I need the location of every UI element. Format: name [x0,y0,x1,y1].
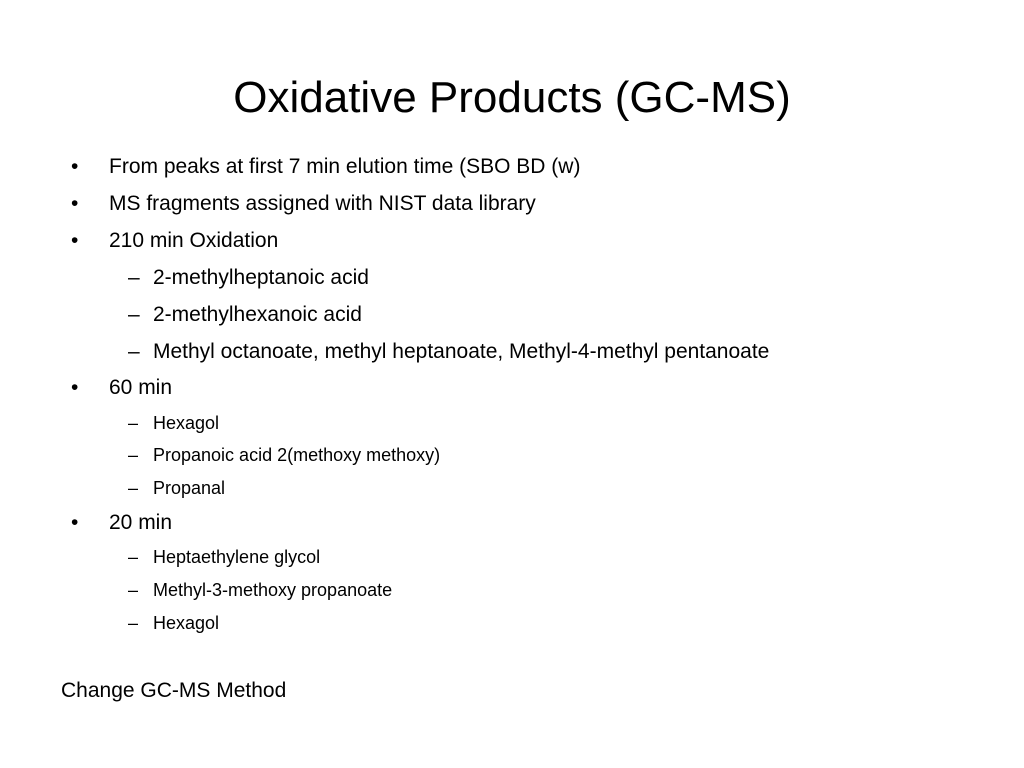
sub-bullet-text: Hexagol [153,413,220,433]
footer-note: Change GC-MS Method [61,679,287,702]
bullet-text: From peaks at first 7 min elution time (SBO BD (w) [109,155,581,178]
sub-bullet-text: Methyl octanoate, methyl heptanoate, Methyl-4-methyl pentanoate [153,340,770,363]
sub-bullet-text: 2-methylhexanoic acid [153,303,362,326]
dash-marker: – [128,478,139,498]
sub-bullet-text: Propanoic acid 2(methoxy methoxy) [153,445,441,465]
sub-bullet-text: Heptaethylene glycol [153,547,321,567]
dash-marker: – [128,613,139,633]
dash-marker: – [128,413,139,433]
bullet-marker: • [71,155,79,178]
bullet-text: 210 min Oxidation [109,229,279,252]
bullet-text: MS fragments assigned with NIST data library [109,192,536,215]
bullet-text: 20 min [109,511,173,534]
bullet-marker: • [71,376,79,399]
dash-marker: – [128,266,140,289]
sub-bullet-text: Hexagol [153,613,220,633]
sub-bullet-text: 2-methylheptanoic acid [153,266,369,289]
bullet-text: 60 min [109,376,173,399]
dash-marker: – [128,340,140,363]
dash-marker: – [128,445,139,465]
sub-bullet-text: Methyl-3-methoxy propanoate [153,580,393,600]
dash-marker: – [128,547,139,567]
slide-title: Oxidative Products (GC-MS) [233,73,791,122]
bullet-marker: • [71,192,79,215]
sub-bullet-text: Propanal [153,478,226,498]
dash-marker: – [128,580,139,600]
bullet-marker: • [71,229,79,252]
dash-marker: – [128,303,140,326]
bullet-marker: • [71,511,79,534]
